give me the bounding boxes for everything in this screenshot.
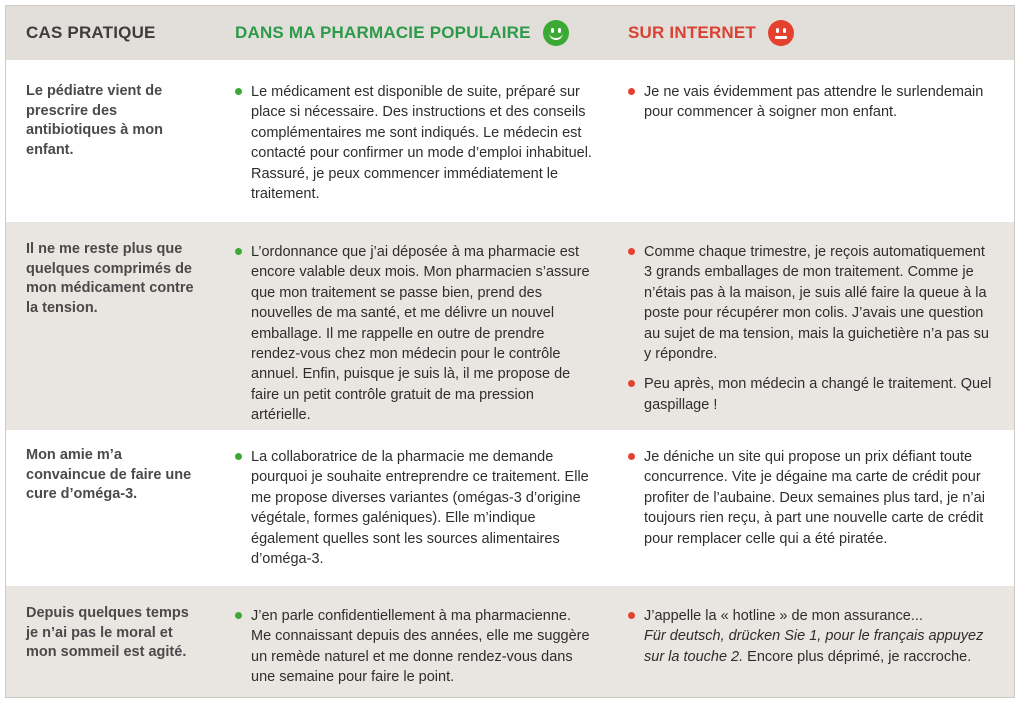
internet-bullet [628, 606, 996, 667]
internet-column [628, 82, 996, 123]
pharmacy-column [235, 242, 595, 426]
green-bullet-icon [235, 248, 242, 255]
header-internet [628, 6, 794, 60]
internet-bullet: Comme chaque trimestre, je reçois automatiquement 3 grands emballages de mon traitement. Comme je n’étais pas à la maison, je suis allé faire la queue à la poste pour récupérer mon colis. J’avais une question au sujet de ma tension, mais la guichetière n’a pas su y répondre. [628, 242, 996, 364]
pharmacy-column [235, 82, 595, 204]
case-description: Il ne me reste plus que quelques comprimés de mon médicament contre la tension. [26, 241, 194, 316]
table-header [6, 6, 1014, 60]
pharmacy-bullet: J’en parle confidentiellement à ma pharmacienne. Me connaissant depuis des années, elle me suggère un remède naturel et me donne rendez-vous dans une semaine pour faire le point. [235, 606, 595, 688]
internet-bullet: Je ne vais évidemment pas attendre le surlendemain pour commencer à soigner mon enfant. [628, 82, 996, 123]
internet-bullet: Je déniche un site qui propose un prix défiant toute concurrence. Vite je dégaine ma carte de crédit pour profiter de l’aubaine. Deux semaines plus tard, je n’ai toujours rien reçu, à part une nouvelle carte de crédit pour remplacer celle qui a été piratée. [628, 447, 996, 549]
red-bullet-icon [628, 453, 635, 460]
green-bullet-icon [235, 88, 242, 95]
green-bullet-icon [235, 612, 242, 619]
table-row [6, 586, 1014, 697]
internet-bullet: Peu après, mon médecin a changé le traitement. Quel gaspillage ! [628, 374, 996, 415]
table-row [6, 60, 1014, 222]
case-description: Depuis quelques temps je n’ai pas le moral et mon sommeil est agité. [26, 605, 189, 660]
red-bullet-icon [628, 248, 635, 255]
header-internet-label: SUR INTERNET [628, 23, 757, 42]
pharmacy-bullet: L’ordonnance que j’ai déposée à ma pharmacie est encore valable deux mois. Mon pharmacien s’assure que mon traitement se passe bien, prend des nouvelles de ma santé, et me délivre un nouvel emballage. Il me rappelle en outre de prendre rendez-vous chez mon médecin pour le contrôle annuel. Enfin, puisque je suis là, il me propose de faire un petit contrôle gratuit de ma pression artérielle. [235, 242, 595, 426]
header-case-label: CAS PRATIQUE [26, 23, 156, 42]
internet-column [628, 447, 996, 549]
pharmacy-column [235, 447, 595, 569]
happy-smiley-icon [543, 20, 569, 46]
hotline-tail: Encore plus déprimé, je raccroche. [743, 648, 972, 665]
comparison-table [5, 5, 1015, 698]
header-pharmacy [235, 6, 569, 60]
table-row [6, 222, 1014, 430]
pharmacy-column [235, 606, 595, 688]
header-pharmacy-label: DANS MA PHARMACIE POPULAIRE [235, 23, 531, 42]
sad-smiley-icon [768, 20, 794, 46]
red-bullet-icon [628, 380, 635, 387]
green-bullet-icon [235, 453, 242, 460]
hotline-italic: Für deutsch, drücken Sie 1, pour le français appuyez sur la touche 2. [644, 628, 984, 665]
red-bullet-icon [628, 612, 635, 619]
internet-column [628, 242, 996, 415]
case-description: Le pédiatre vient de prescrire des antibiotiques à mon enfant. [26, 83, 163, 158]
table-row [6, 430, 1014, 586]
pharmacy-bullet: La collaboratrice de la pharmacie me demande pourquoi je souhaite entreprendre ce traitement. Elle me propose diverses variantes (omégas-3 d’origine végétale, formes galéniques). Elle m’indique également quelles sont les sources alimentaires d’oméga-3. [235, 447, 595, 569]
pharmacy-bullet: Le médicament est disponible de suite, préparé sur place si nécessaire. Des instructions et des conseils complémentaires me sont indiqués. Le médecin est contacté pour confirmer un mode d’emploi inhabituel. Rassuré, je peux commencer immédiatement le traitement. [235, 82, 595, 204]
hotline-lead: J’appelle la « hotline » de mon assurance... [644, 608, 923, 624]
case-description: Mon amie m’a convaincue de faire une cure d’oméga-3. [26, 447, 192, 502]
red-bullet-icon [628, 88, 635, 95]
internet-column [628, 606, 996, 667]
